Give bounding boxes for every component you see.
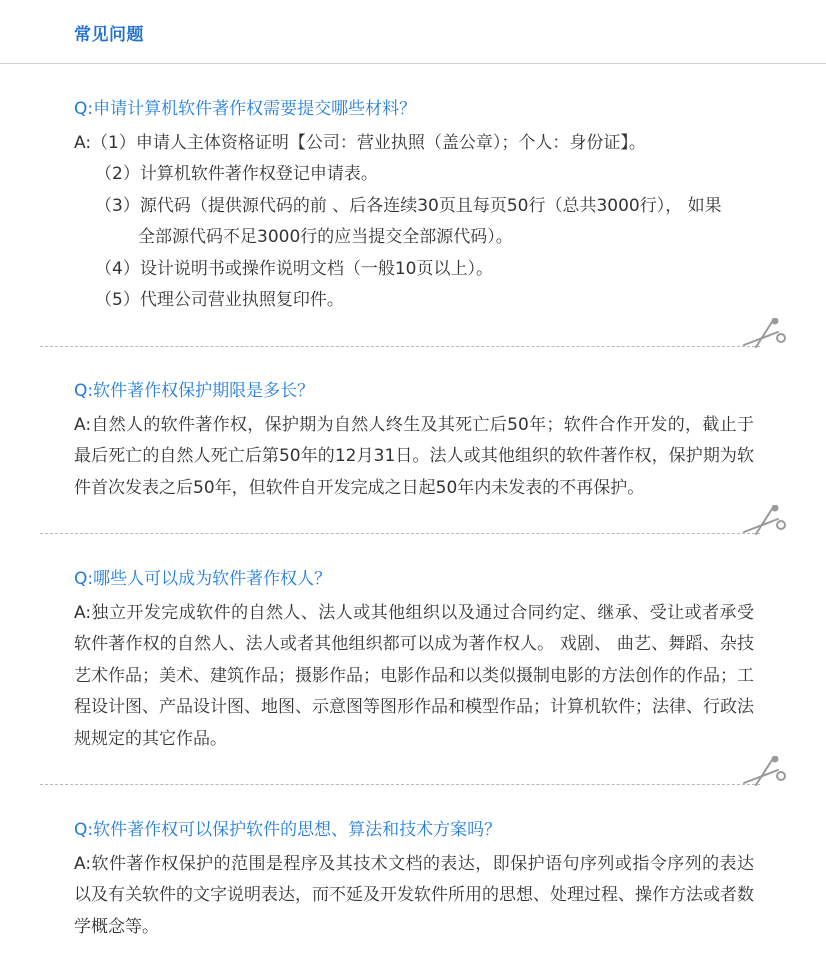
page-title: 常见问题 — [74, 25, 144, 45]
answer-line: （5）代理公司营业执照复印件。 — [95, 290, 344, 311]
faq-question: Q:软件著作权保护期限是多长？ — [74, 381, 315, 401]
page-header — [0, 0, 826, 64]
faq-answer — [74, 128, 754, 316]
faq-question: Q:哪些人可以成为软件著作权人？ — [74, 569, 332, 589]
answer-line: A:（1）申请人主体资格证明【公司：营业执照（盖公章）；个人：身份证】。 — [74, 133, 646, 153]
section-divider — [40, 533, 760, 534]
answer-line: 全部源代码不足3000行的应当提交全部源代码）。 — [138, 227, 513, 248]
section-divider — [40, 346, 760, 347]
scissors-icon — [742, 505, 788, 535]
faq-answer: A:软件著作权保护的范围是程序及其技术文档的表达，即保护语句序列或指令序列的表达以及有关软件的文字说明表达，而不延及开发软件所用的思想、处理过程、操作方法或者数学概念等。 — [74, 854, 754, 937]
scissors-icon — [742, 756, 788, 786]
section-divider — [40, 784, 760, 785]
faq-item-2 — [74, 379, 754, 504]
faq-item-3 — [74, 567, 754, 755]
faq-answer: A:自然人的软件著作权，保护期为自然人终生及其死亡后50年；软件合作开发的，截止于最后死亡的自然人死亡后第50年的12月31日。法人或其他组织的软件著作权，保护期为软件首次发表之后50年，但软件自开发完成之日起50年内未发表的不再保护。 — [74, 415, 754, 498]
answer-line: （3）源代码（提供源代码的前 、后各连续30页且每页50行（总共3000行）， 如果 — [95, 195, 722, 216]
answer-line: （2）计算机软件著作权登记申请表。 — [95, 164, 378, 185]
faq-item-1 — [74, 97, 754, 316]
scissors-icon — [742, 318, 788, 348]
faq-question: Q:申请计算机软件著作权需要提交哪些材料？ — [74, 99, 417, 119]
faq-item-4 — [74, 818, 754, 943]
faq-answer: A:独立开发完成软件的自然人、法人或其他组织以及通过合同约定、继承、受让或者承受软件著作权的自然人、法人或者其他组织都可以成为著作权人。 戏剧、 曲艺、舞蹈、杂技艺术作品；美术、建筑作品；摄影作品；电影作品和以类似摄制电影的方法创作的作品；工程设计图、产品设计图、地图、示意图等图形作品和模型作品；计算机软件；法律、行政法规规定的其它作品。 — [74, 603, 754, 749]
faq-question: Q:软件著作权可以保护软件的思想、算法和技术方案吗？ — [74, 820, 502, 840]
answer-line: （4）设计说明书或操作说明文档（一般10页以上）。 — [95, 258, 493, 279]
